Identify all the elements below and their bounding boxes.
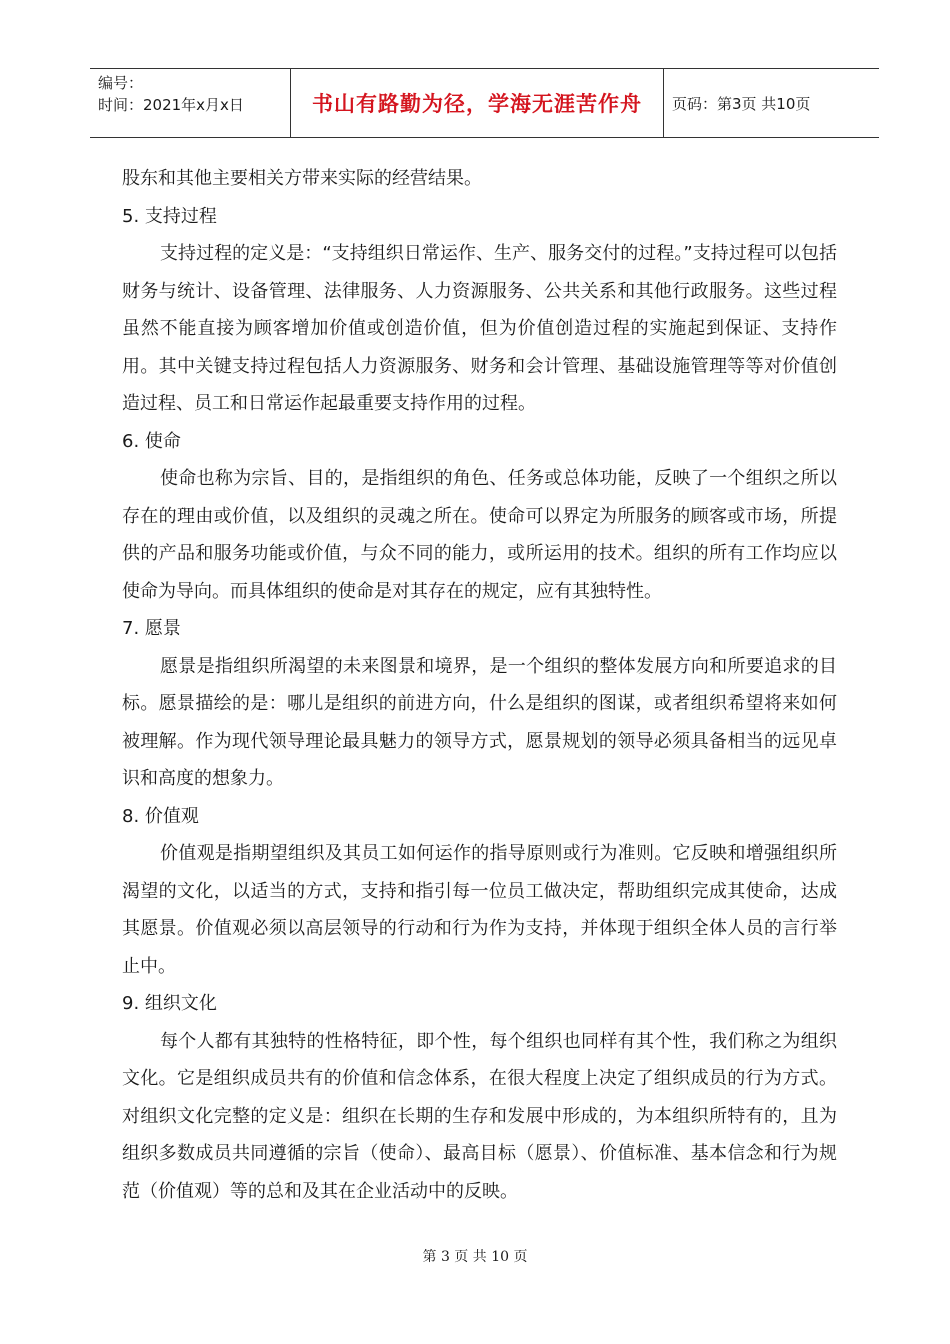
section-body-values: 价值观是指期望组织及其员工如何运作的指导原则或行为准则。它反映和增强组织所渴望的文化，以适当的方式，支持和指引每一位员工做决定，帮助组织完成其使命，达成其愿景。价值观必须以高层领导的行动和行为作为支持，并体现于组织全体人员的言行举止中。 (122, 843, 837, 977)
section-body-support-process: 支持过程的定义是：“支持组织日常运作、生产、服务交付的过程。”支持过程可以包括财务与统计、设备管理、法律服务、人力资源服务、公共关系和其他行政服务。这些过程虽然不能直接为顾客增加价值或创造价值，但为价值创造过程的实施起到保证、支持作用。其中关键支持过程包括人力资源服务、财务和会计管理、基础设施管理等等对价值创造过程、员工和日常运作起最重要支持作用的过程。 (122, 243, 837, 414)
page-header (90, 68, 879, 138)
document-body (122, 160, 837, 1210)
document-number: 编号： (98, 74, 144, 92)
section-heading-support-process: 5. 支持过程 (122, 205, 217, 227)
section-heading-values: 8. 价值观 (122, 805, 199, 827)
lead-paragraph: 股东和其他主要相关方带来实际的经营结果。 (122, 168, 482, 189)
document-time: 时间：2021年x月x日 (98, 96, 244, 114)
section-heading-culture: 9. 组织文化 (122, 993, 217, 1014)
page-footer: 第 3 页 共 10 页 (422, 1249, 528, 1265)
header-motto: 书山有路勤为径，学海无涯苦作舟 (290, 69, 664, 137)
header-page-number: 页码：第3页 共10页 (672, 94, 811, 113)
section-body-vision: 愿景是指组织所渴望的未来图景和境界，是一个组织的整体发展方向和所要追求的目标。愿景描绘的是：哪儿是组织的前进方向，什么是组织的图谋，或者组织希望将来如何被理解。作为现代领导理论最具魅力的领导方式，愿景规划的领导必须具备相当的远见卓识和高度的想象力。 (122, 655, 837, 789)
section-body-mission: 使命也称为宗旨、目的，是指组织的角色、任务或总体功能，反映了一个组织之所以存在的理由或价值，以及组织的灵魂之所在。使命可以界定为所服务的顾客或市场，所提供的产品和服务功能或价值，与众不同的能力，或所运用的技术。组织的所有工作均应以使命为导向。而具体组织的使命是对其存在的规定，应有其独特性。 (122, 468, 837, 602)
section-heading-vision: 7. 愿景 (122, 618, 181, 639)
section-heading-mission: 6. 使命 (122, 430, 181, 452)
header-info (90, 69, 290, 137)
section-body-culture: 每个人都有其独特的性格特征，即个性，每个组织也同样有其个性，我们称之为组织文化。它是组织成员共有的价值和信念体系，在很大程度上决定了组织成员的行为方式。对组织文化完整的定义是：组织在长期的生存和发展中形成的，为本组织所特有的，且为组织多数成员共同遵循的宗旨（使命）、最高目标（愿景）、价值标准、基本信念和行为规范（价值观）等的总和及其在企业活动中的反映。 (122, 1030, 837, 1202)
